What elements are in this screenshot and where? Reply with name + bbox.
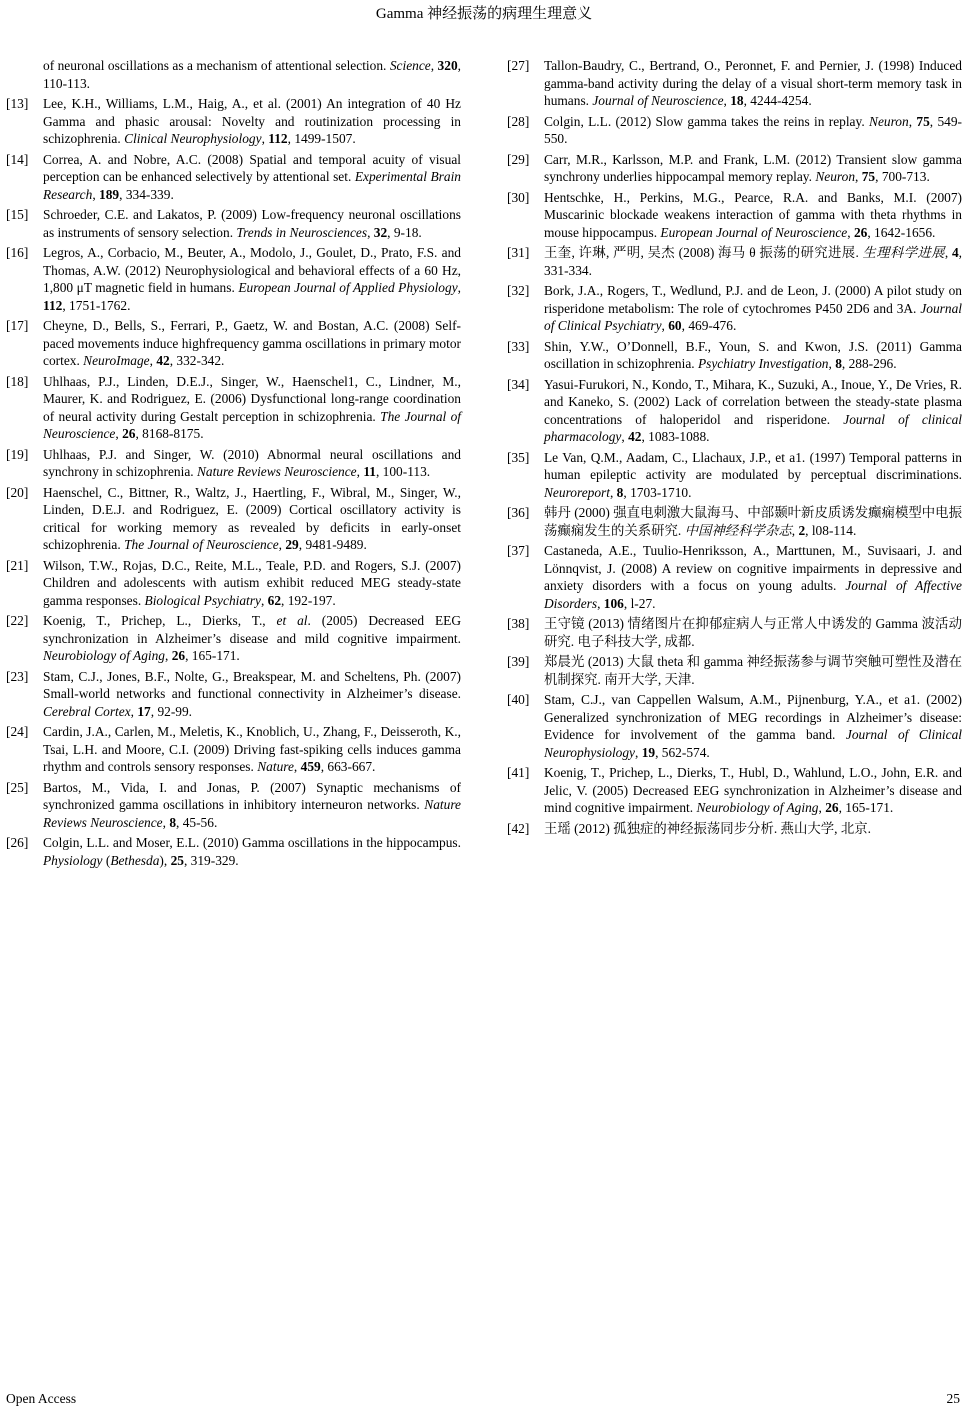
- reference-text: Legros, A., Corbacio, M., Beuter, A., Modolo, J., Goulet, D., Prato, F.S. and Thomas, A.W. (2012) Neurophysiological and behavioral effects of a 60 Hz, 1,800 μT magnetic field in humans. European Journal of Applied Physiology, 112, 1751-1762.: [43, 245, 462, 313]
- reference-item: [6, 373, 461, 443]
- reference-text: Shin, Y.W., O’Donnell, B.F., Youn, S. and Kwon, J.S. (2011) Gamma oscillation in schizophrenia. Psychiatry Investigation, 8, 288-296.: [544, 338, 962, 371]
- reference-item: [6, 57, 461, 92]
- reference-item: [6, 612, 461, 665]
- reference-text: Bork, J.A., Rogers, T., Wedlund, P.J. and de Leon, J. (2000) A pilot study on risperidone metabolism: The role of cytochromes P450 2D6 and 3A. Journal of Clinical Psychiatry, 60, 469-476.: [544, 283, 962, 333]
- reference-text: Wilson, T.W., Rojas, D.C., Reite, M.L., Teale, P.D. and Rogers, S.J. (2007) Children and adolescents with autism exhibit reduced MEG steady-state gamma responses. Biological Psychiatry, 62, 192-197.: [43, 557, 461, 608]
- reference-label: [41]: [507, 765, 530, 780]
- reference-label: [34]: [507, 376, 530, 392]
- reference-text: Colgin, L.L. and Moser, E.L. (2010) Gamma oscillations in the hippocampus. Physiology (Bethesda), 25, 319-329.: [43, 835, 461, 868]
- reference-item: [507, 151, 962, 186]
- reference-text: Bartos, M., Vida, I. and Jonas, P. (2007) Synaptic mechanisms of synchronized gamma oscillations in inhibitory interneuron networks. Nature Reviews Neuroscience, 8, 45-56.: [43, 779, 461, 830]
- reference-label: [28]: [507, 113, 530, 129]
- reference-text: Tallon-Baudry, C., Bertrand, O., Peronnet, F. and Pernier, J. (1998) Induced gamma-band activity during the delay of a visual short-term memory task in humans. Journal of Neuroscience, 18, 4244-4254.: [544, 58, 962, 108]
- reference-label: [6, 57, 43, 92]
- reference-item: [507, 338, 962, 373]
- reference-text: Cardin, J.A., Carlen, M., Meletis, K., Knoblich, U., Zhang, F., Deisseroth, K., Tsai, L.H. and Moore, C.I. (2009) Driving fast-spiking cells induces gamma rhythm and controls sensory responses. Nature, 459, 663-667.: [43, 724, 461, 774]
- reference-item: [507, 615, 962, 650]
- open-access-label: Open Access: [6, 1391, 77, 1406]
- reference-label: [26]: [6, 835, 29, 850]
- reference-text: 王瑶 (2012) 孤独症的神经振荡同步分析. 燕山大学, 北京.: [544, 820, 871, 836]
- reference-item: [507, 653, 962, 688]
- reference-text: Colgin, L.L. (2012) Slow gamma takes the reins in replay. Neuron, 75, 549-550.: [544, 113, 962, 146]
- reference-item: [6, 244, 461, 314]
- page-title: Gamma 神经振荡的病理生理意义: [375, 6, 593, 22]
- reference-text: 王奎, 许琳, 严明, 吴杰 (2008) 海马 θ 振荡的研究进展. 生理科学进展, 4, 331-334.: [544, 245, 962, 278]
- reference-text: 韩丹 (2000) 强直电刺激大鼠海马、中部颞叶新皮质诱发癫痫模型中电振荡癫痫发生的关系研究. 中国神经科学杂志, 2, l08-114.: [544, 505, 962, 538]
- reference-label: [16]: [6, 245, 29, 260]
- reference-item: [507, 764, 962, 817]
- reference-label: [20]: [6, 484, 29, 500]
- reference-label: [30]: [507, 189, 530, 205]
- reference-label: [13]: [6, 96, 29, 111]
- reference-text: Stam, C.J., van Cappellen Walsum, A.M., Pijnenburg, Y.A., et a1. (2002) Generalized synchronization of MEG recordings in Alzheimer’s disease: Evidence for involvement of the gamma band. Journal of Clinical Neurophysiology, 19, 562-574.: [544, 692, 963, 760]
- reference-item: [507, 376, 962, 446]
- reference-item: [507, 244, 962, 279]
- reference-label: [39]: [507, 654, 530, 669]
- reference-item: [6, 151, 461, 204]
- references-column-left: [6, 57, 461, 872]
- page-footer: [6, 1390, 960, 1408]
- reference-item: [507, 189, 962, 242]
- reference-label: [29]: [507, 151, 530, 167]
- reference-item: [6, 723, 461, 776]
- reference-text: Yasui-Furukori, N., Kondo, T., Mihara, K., Suzuki, A., Inoue, Y., De Vries, R. and Kaneko, S. (2002) Lack of correlation between the steady-state plasma concentrations of haloperidol and risperidone. Journal of clinical pharmacology, 42, 1083-1088.: [544, 376, 962, 444]
- reference-label: [42]: [507, 820, 530, 836]
- reference-item: [507, 820, 962, 838]
- reference-text: Cheyne, D., Bells, S., Ferrari, P., Gaetz, W. and Bostan, A.C. (2008) Self-paced movements induce highfrequency gamma oscillations in primary motor cortex. NeuroImage, 42, 332-342.: [43, 318, 461, 368]
- reference-label: [21]: [6, 557, 29, 573]
- reference-text: Correa, A. and Nobre, A.C. (2008) Spatial and temporal acuity of visual perception can be enhanced selectively by attentional set. Experimental Brain Research, 189, 334-339.: [43, 151, 461, 202]
- reference-item: [507, 282, 962, 335]
- reference-text: 郑晨光 (2013) 大鼠 theta 和 gamma 神经振荡参与调节突触可塑性及潜在机制探究. 南开大学, 天津.: [544, 654, 962, 687]
- reference-label: [36]: [507, 505, 530, 520]
- reference-text: Uhlhaas, P.J. and Singer, W. (2010) Abnormal neural oscillations and synchrony in schizophrenia. Nature Reviews Neuroscience, 11, 100-113.: [43, 446, 461, 479]
- reference-item: [507, 504, 962, 539]
- page-header: [0, 4, 968, 24]
- reference-item: [6, 95, 461, 148]
- reference-text: Castaneda, A.E., Tuulio-Henriksson, A., Marttunen, M., Suvisaari, J. and Lönnqvist, J. (2008) A review on cognitive impairments in depressive and anxiety disorders with a focus on young adults. Journal of Affective Disorders, 106, l-27.: [544, 543, 962, 611]
- reference-text: of neuronal oscillations as a mechanism of attentional selection. Science, 320, 110-113.: [43, 58, 461, 91]
- reference-label: [33]: [507, 338, 530, 354]
- reference-label: [19]: [6, 446, 29, 462]
- references-section: [6, 57, 962, 872]
- reference-item: [6, 317, 461, 370]
- reference-text: Koenig, T., Prichep, L., Dierks, T., et al. (2005) Decreased EEG synchronization in Alzheimer’s disease and mild cognitive impairment. Neurobiology of Aging, 26, 165-171.: [43, 613, 461, 663]
- reference-text: Schroeder, C.E. and Lakatos, P. (2009) Low-frequency neuronal oscillations as instruments of sensory selection. Trends in Neurosciences, 32, 9-18.: [43, 207, 461, 240]
- reference-item: [6, 446, 461, 481]
- reference-text: Hentschke, H., Perkins, M.G., Pearce, R.A. and Banks, M.I. (2007) Muscarinic blockade weakens interaction of gamma with theta rhythms in mouse hippocampus. European Journal of Neuroscience, 26, 1642-1656.: [544, 189, 962, 240]
- reference-item: [507, 113, 962, 148]
- reference-item: [6, 484, 461, 554]
- reference-text: Lee, K.H., Williams, L.M., Haig, A., et al. (2001) An integration of 40 Hz Gamma and phasic arousal: Novelty and routinization processing in schizophrenia. Clinical Neurophysiology, 112, 1499-1507.: [43, 96, 461, 146]
- reference-item: [507, 691, 962, 761]
- reference-text: Uhlhaas, P.J., Linden, D.E.J., Singer, W., Haenschel1, C., Lindner, M., Maurer, K. and Rodriguez, E. (2006) Dysfunctional long-range coordination of neural activity during Gestalt perception in schizophrenia. The Journal of Neuroscience, 26, 8168-8175.: [43, 373, 462, 441]
- reference-label: [18]: [6, 373, 29, 389]
- reference-label: [35]: [507, 449, 530, 465]
- reference-item: [6, 834, 461, 869]
- reference-text: Koenig, T., Prichep, L., Dierks, T., Hubl, D., Wahlund, L.O., John, E.R. and Jelic, V. (2005) Decreased EEG synchronization in Alzheimer’s disease and mind cognitive impairment. Neurobiology of Aging, 26, 165-171.: [544, 765, 962, 815]
- references-column-right: [507, 57, 962, 840]
- reference-item: [6, 557, 461, 610]
- reference-text: Stam, C.J., Jones, B.F., Nolte, G., Breakspear, M. and Scheltens, Ph. (2007) Small-world networks and functional connectivity in Alzheimer’s disease. Cerebral Cortex, 17, 92-99.: [43, 668, 461, 719]
- reference-text: Haenschel, C., Bittner, R., Waltz, J., Haertling, F., Wibral, M., Singer, W., Linden, D.E.J. and Rodriguez, E. (2009) Cortical oscillatory activity is critical for working memory as revealed by deficits in early-onset schizophrenia. The Journal of Neuroscience, 29, 9481-9489.: [43, 484, 461, 552]
- reference-item: [507, 57, 962, 110]
- reference-item: [6, 206, 461, 241]
- reference-label: [23]: [6, 668, 29, 684]
- reference-text: 王守镜 (2013) 情绪图片在抑郁症病人与正常人中诱发的 Gamma 波活动研究. 电子科技大学, 成都.: [544, 616, 962, 649]
- reference-label: [17]: [6, 318, 29, 333]
- reference-label: [25]: [6, 779, 29, 795]
- reference-label: [37]: [507, 543, 530, 558]
- reference-label: [24]: [6, 724, 29, 739]
- reference-label: [38]: [507, 616, 530, 631]
- reference-text: Carr, M.R., Karlsson, M.P. and Frank, L.M. (2012) Transient slow gamma synchrony underlies hippocampal memory replay. Neuron, 75, 700-713.: [544, 151, 962, 184]
- reference-label: [40]: [507, 692, 530, 707]
- reference-text: Le Van, Q.M., Aadam, C., Llachaux, J.P., et a1. (1997) Temporal patterns in human epileptic activity are modulated by perceptual discriminations. Neuroreport, 8, 1703-1710.: [544, 449, 962, 500]
- page-number: 25: [946, 1391, 960, 1406]
- reference-item: [507, 449, 962, 502]
- reference-label: [31]: [507, 245, 530, 260]
- reference-label: [15]: [6, 207, 29, 222]
- reference-label: [14]: [6, 151, 29, 167]
- reference-item: [6, 779, 461, 832]
- reference-label: [27]: [507, 58, 530, 73]
- reference-label: [32]: [507, 283, 530, 298]
- reference-item: [507, 542, 962, 612]
- reference-item: [6, 668, 461, 721]
- reference-label: [22]: [6, 613, 29, 628]
